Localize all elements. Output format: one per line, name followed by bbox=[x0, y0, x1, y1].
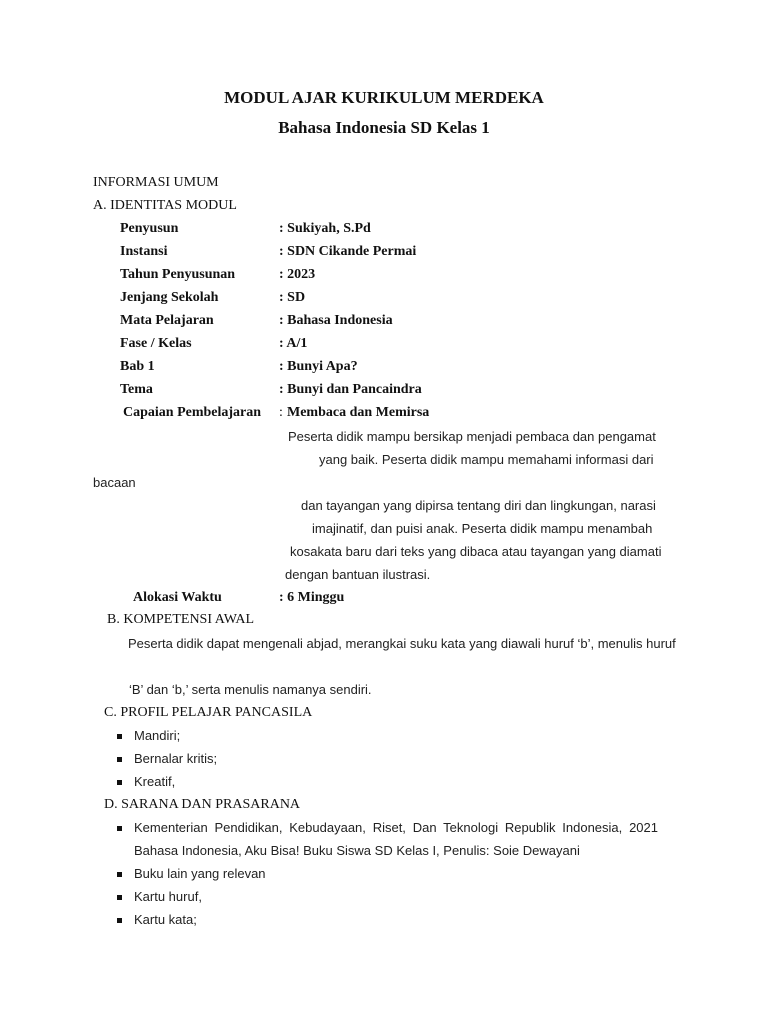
section-identitas-modul: A. IDENTITAS MODUL bbox=[93, 198, 237, 213]
list-item: Mandiri; bbox=[134, 728, 181, 743]
capaian-line: imajinatif, dan puisi anak. Peserta didik mampu menambah bbox=[312, 521, 653, 536]
identity-value: : Bunyi dan Pancaindra bbox=[279, 382, 422, 397]
list-item: Kartu kata; bbox=[134, 912, 197, 927]
page-title: MODUL AJAR KURIKULUM MERDEKA bbox=[224, 88, 544, 107]
bullet-icon bbox=[117, 895, 122, 900]
identity-label: Bab 1 bbox=[120, 359, 155, 374]
identity-label: Mata Pelajaran bbox=[120, 313, 214, 328]
bullet-icon bbox=[117, 757, 122, 762]
capaian-line: dengan bantuan ilustrasi. bbox=[285, 567, 431, 582]
capaian-line: bacaan bbox=[93, 475, 136, 490]
kompetensi-line: Peserta didik dapat mengenali abjad, merangkai suku kata yang diawali huruf ‘b’, menulis huruf bbox=[128, 636, 676, 651]
section-profil-pelajar: C. PROFIL PELAJAR PANCASILA bbox=[104, 705, 313, 720]
page-subtitle: Bahasa Indonesia SD Kelas 1 bbox=[278, 118, 490, 137]
list-item: Kementerian Pendidikan, Kebudayaan, Riset, Dan Teknologi Republik Indonesia, 2021 bbox=[134, 820, 658, 835]
section-kompetensi-awal: B. KOMPETENSI AWAL bbox=[107, 612, 255, 627]
capaian-line: dan tayangan yang dipirsa tentang diri dan lingkungan, narasi bbox=[301, 498, 656, 513]
list-item: Buku lain yang relevan bbox=[134, 866, 266, 881]
identity-value: : Bahasa Indonesia bbox=[279, 313, 393, 328]
identity-label: Instansi bbox=[120, 244, 168, 259]
section-informasi-umum: INFORMASI UMUM bbox=[93, 175, 219, 190]
identity-label: Penyusun bbox=[120, 221, 179, 236]
capaian-line: Peserta didik mampu bersikap menjadi pembaca dan pengamat bbox=[288, 429, 656, 444]
alokasi-label: Alokasi Waktu bbox=[133, 590, 222, 605]
identity-label: Jenjang Sekolah bbox=[120, 290, 219, 305]
bullet-icon bbox=[117, 780, 122, 785]
identity-value: : A/1 bbox=[279, 336, 308, 351]
alokasi-value: : 6 Minggu bbox=[279, 590, 345, 605]
bullet-icon bbox=[117, 918, 122, 923]
identity-colon: : bbox=[279, 405, 283, 420]
identity-label: Fase / Kelas bbox=[120, 336, 192, 351]
identity-value: Membaca dan Memirsa bbox=[287, 405, 430, 420]
bullet-icon bbox=[117, 734, 122, 739]
list-item: Kreatif, bbox=[134, 774, 176, 789]
bullet-icon bbox=[117, 872, 122, 877]
section-sarana-prasarana: D. SARANA DAN PRASARANA bbox=[104, 797, 301, 812]
identity-label: Tahun Penyusunan bbox=[120, 267, 236, 282]
capaian-line: yang baik. Peserta didik mampu memahami informasi dari bbox=[319, 452, 654, 467]
identity-value: : SD bbox=[279, 290, 306, 305]
list-item-continuation: Bahasa Indonesia, Aku Bisa! Buku Siswa SD Kelas I, Penulis: Soie Dewayani bbox=[134, 843, 580, 858]
identity-label: Capaian Pembelajaran bbox=[123, 405, 262, 420]
identity-label: Tema bbox=[120, 382, 153, 397]
identity-value: : 2023 bbox=[279, 267, 316, 282]
identity-value: : Sukiyah, S.Pd bbox=[279, 221, 371, 236]
list-item: Kartu huruf, bbox=[134, 889, 202, 904]
identity-value: : Bunyi Apa? bbox=[279, 359, 358, 374]
list-item: Bernalar kritis; bbox=[134, 751, 218, 766]
capaian-line: kosakata baru dari teks yang dibaca atau tayangan yang diamati bbox=[290, 544, 662, 559]
bullet-icon bbox=[117, 826, 122, 831]
identity-value: : SDN Cikande Permai bbox=[279, 244, 417, 259]
kompetensi-line: ‘B’ dan ‘b,’ serta menulis namanya sendiri. bbox=[129, 682, 372, 697]
